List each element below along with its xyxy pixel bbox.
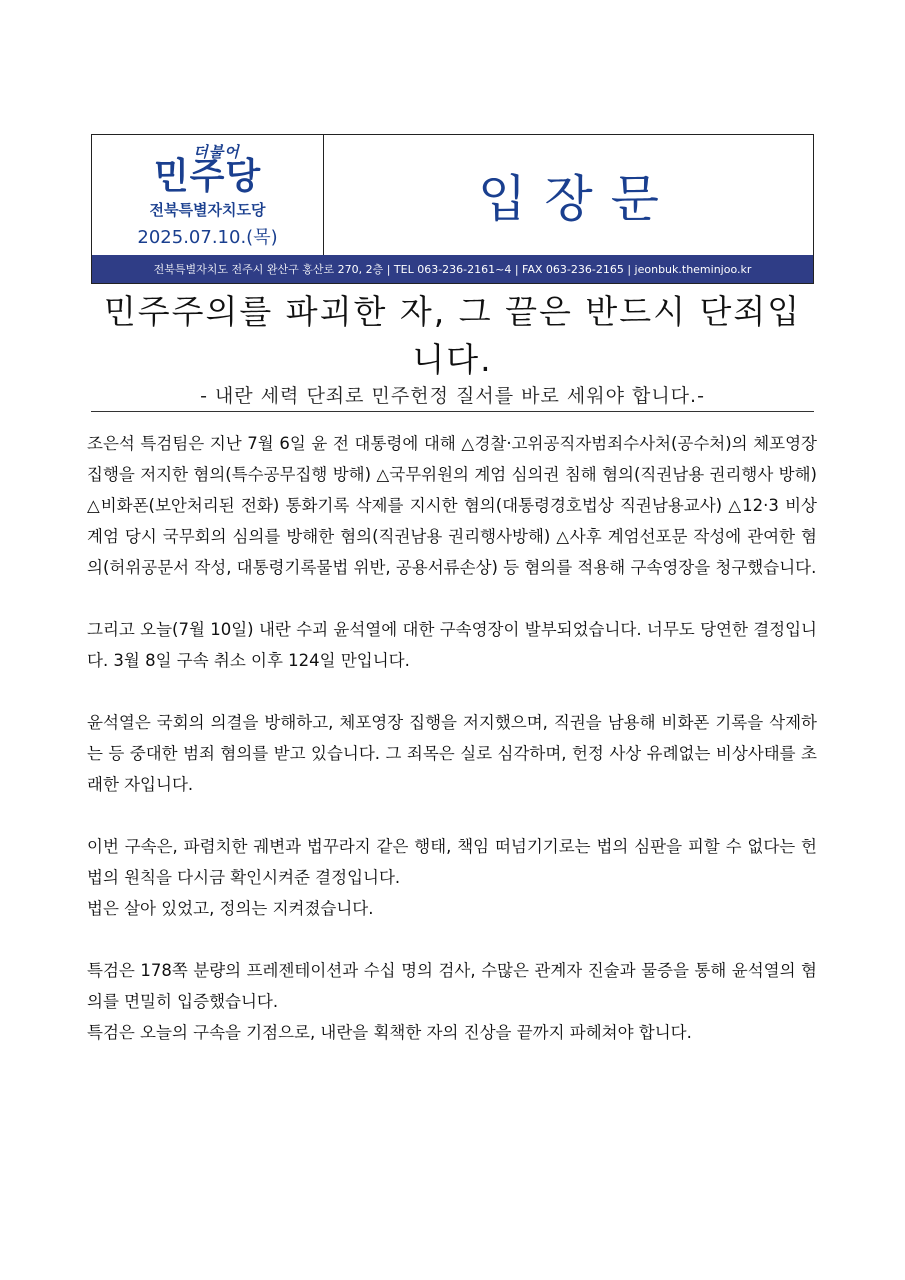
party-logo [92,135,324,255]
paragraph-line: 조은석 특검팀은 지난 7월 6일 윤 전 대통령에 대해 △경찰·고위공직자범죄수사처(공수처)의 체포영장 집행을 저지한 혐의(특수공무집행 방해) △국무위원의 계엄 심의권 침해 혐의(직권남용 권리행사 방해) △비화폰(보안처리된 전화) 통화기록 삭제를 지시한 혐의(대통령경호법상 직권남용교사) △12·3 비상계엄 당시 국무회의 심의를 방해한 혐의(직권남용 권리행사방해) △사후 계엄선포문 작성에 관여한 혐의(허위공문서 작성, 대통령기록물법 위반, 공용서류손상) 등 혐의를 적용해 구속영장을 청구했습니다. [87,434,817,577]
logo-party-name: 민주당 [153,156,262,197]
paragraph-line: 그리고 오늘(7월 10일) 내란 수괴 윤석열에 대한 구속영장이 발부되었습니다. 너무도 당연한 결정입니다. 3월 8일 구속 취소 이후 124일 만입니다. [87,620,817,670]
paragraph-line: 이번 구속은, 파렴치한 궤변과 법꾸라지 같은 행태, 책임 떠넘기기로는 법의 심판을 피할 수 없다는 헌법의 원칙을 다시금 확인시켜준 결정입니다. [87,837,817,887]
logo-script-text: 더불어 [193,143,240,161]
paragraph-line: 특검은 오늘의 구속을 기점으로, 내란을 획책한 자의 진상을 끝까지 파헤쳐야 합니다. [87,1023,692,1042]
statement-body [87,428,817,1079]
paragraph-line: 법은 살아 있었고, 정의는 지켜졌습니다. [87,899,374,918]
release-date: 2025.07.10.(목) [137,227,278,248]
letterhead [91,134,814,284]
body-paragraph [87,428,817,583]
body-paragraph [87,707,817,800]
headline-title: 민주주의를 파괴한 자, 그 끝은 반드시 단죄입니다. [103,292,802,379]
body-paragraph [87,955,817,1048]
document-title-cell [324,135,813,255]
document-title: 입장문 [478,170,677,228]
body-paragraph [87,614,817,676]
headline-subtitle: - 내란 세력 단죄로 민주헌정 질서를 바로 세워야 합니다.- [91,383,814,412]
logo-branch-name: 전북특별자치도당 [149,201,266,219]
contact-info-bar: 전북특별자치도 전주시 완산구 홍산로 270, 2층 | TEL 063-236-2161~4 | FAX 063-236-2165 | jeonbuk.theminjoo.kr [92,255,813,283]
body-paragraph [87,831,817,924]
paragraph-line: 윤석열은 국회의 의결을 방해하고, 체포영장 집행을 저지했으며, 직권을 남용해 비화폰 기록을 삭제하는 등 중대한 범죄 혐의를 받고 있습니다. 그 죄목은 실로 심각하며, 헌정 사상 유례없는 비상사태를 초래한 자입니다. [87,713,817,794]
paragraph-line: 특검은 178쪽 분량의 프레젠테이션과 수십 명의 검사, 수많은 관계자 진술과 물증을 통해 윤석열의 혐의를 면밀히 입증했습니다. [87,961,817,1011]
